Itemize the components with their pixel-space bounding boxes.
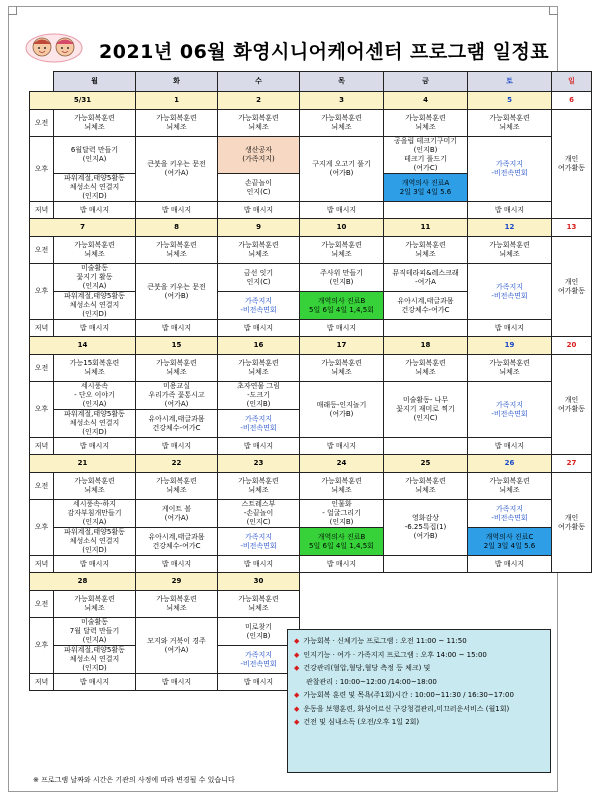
am-label: 오전 — [30, 591, 54, 618]
pm-program-cell: 파워계절,태양5활동 체성소식 연결지 (인지D) — [54, 410, 136, 438]
center-logo-icon — [25, 33, 83, 63]
date-cell: 24 — [300, 455, 384, 473]
am-program-cell: 가능회복훈련 뇌체조 — [468, 355, 552, 382]
pm-program-cell: 6월달력 만들기 (인지A) — [54, 137, 136, 174]
date-cell: 4 — [384, 92, 468, 110]
pm-row — [30, 264, 592, 292]
dinner-program-cell: 밥 매시지 — [136, 438, 218, 455]
sunday-activity-cell: 개인 여가활동 — [552, 473, 592, 573]
pm-program-cell: 유아시계,태글과몸 건강체수-여가C — [136, 410, 218, 438]
date-cell: 27 — [552, 455, 592, 473]
dinner-program-cell: 밥 매시지 — [468, 202, 552, 219]
pm-program-cell: 가족지지 -비전속면회 — [468, 137, 552, 202]
am-program-cell: 가능회복훈련 뇌체조 — [136, 237, 218, 264]
dinner-row — [30, 438, 592, 455]
am-row — [30, 237, 592, 264]
note-text: 가능회복 훈련 및 목욕(주1회)시간 : 10:00~11:30 / 16:30~17:00 — [303, 691, 514, 699]
dinner-program-cell: 밥 매시지 — [468, 556, 552, 573]
am-program-cell: 가능회복훈련 뇌체조 — [54, 591, 136, 618]
pm-program-cell: 유아시계,태글과몸 건강체수-여가C — [136, 528, 218, 556]
date-cell: 30 — [218, 573, 300, 591]
pm-row — [30, 382, 592, 410]
date-cell: 6 — [552, 92, 592, 110]
am-program-cell: 가능회복훈련 뇌체조 — [300, 110, 384, 137]
dinner-label: 저녁 — [30, 320, 54, 337]
pm-program-cell: 개역의사 진료B 5일 6일 4일 1,4,5회 — [300, 292, 384, 320]
diamond-bullet-icon: ◆ — [294, 650, 300, 659]
am-program-cell: 가능회복훈련 뇌체조 — [54, 110, 136, 137]
pm-program-cell: 가족지지 -비전속면회 — [468, 500, 552, 528]
dinner-row — [30, 202, 592, 219]
date-cell: 7 — [30, 219, 136, 237]
page-corner-mark — [8, 6, 17, 15]
note-line — [294, 716, 544, 730]
date-cell: 12 — [468, 219, 552, 237]
dinner-row — [30, 320, 592, 337]
pm-label: 오후 — [30, 382, 54, 438]
note-text: 가능회복 · 신체기능 프로그램 : 오전 11:00 ~ 11:50 — [303, 637, 467, 645]
date-cell: 5 — [468, 92, 552, 110]
date-cell: 14 — [30, 337, 136, 355]
note-line — [294, 662, 544, 676]
pm-program-cell: 스트레스부 -손끝놀이 (인지C) — [218, 500, 300, 528]
pm-program-cell: 가족지지 -비전속면회 — [218, 646, 300, 674]
date-cell: 15 — [136, 337, 218, 355]
note-line — [294, 689, 544, 703]
pm-label: 오후 — [30, 137, 54, 202]
pm-program-cell: 모지와 거북이 경주 (여가A) — [136, 618, 218, 674]
weekday-thu: 목 — [300, 72, 384, 92]
weekday-fri: 금 — [384, 72, 468, 92]
am-program-cell: 가능회복훈련 뇌체조 — [468, 237, 552, 264]
pm-program-cell: 미술활동 7월 달력 만들기 (인지A) — [54, 618, 136, 646]
pm-program-cell: 손끝놀이 인지(C) — [218, 174, 300, 202]
date-cell: 5/31 — [30, 92, 136, 110]
date-cell: 21 — [30, 455, 136, 473]
am-program-cell: 가능회복훈련 뇌체조 — [384, 355, 468, 382]
pm-program-cell: 가족지지 -비전속면회 — [218, 410, 300, 438]
dinner-program-cell: 밥 매시지 — [54, 438, 136, 455]
am-row — [30, 110, 592, 137]
am-row — [30, 473, 592, 500]
am-label: 오전 — [30, 473, 54, 500]
weekday-sun: 일 — [552, 72, 592, 92]
date-cell: 20 — [552, 337, 592, 355]
note-line — [294, 676, 544, 690]
note-line — [294, 649, 544, 663]
pm-program-cell: 가족지지 -비전속면회 — [468, 382, 552, 438]
sunday-activity-cell: 개인 여가활동 — [552, 237, 592, 337]
pm-program-cell: 매래등-인지놀기 (여가B) — [300, 382, 384, 438]
dinner-program-cell: 밥 매시지 — [136, 556, 218, 573]
am-program-cell: 가능회복훈련 뇌체조 — [384, 237, 468, 264]
date-cell: 1 — [136, 92, 218, 110]
pm-program-cell: 유아시계,태글과몸 건강체수-여가C — [384, 292, 468, 320]
am-program-cell: 가능회복훈련 뇌체조 — [136, 355, 218, 382]
pm-label: 오후 — [30, 500, 54, 556]
pm-program-cell: 세시풍속 - 단오 이야기 (인지A) — [54, 382, 136, 410]
pm-program-cell: 미술활동- 나무 꽃지기 재미로 찍기 (인지C) — [384, 382, 468, 438]
pm-program-cell: 파워계절,태양5활동 체성소식 연결지 (인지D) — [54, 174, 136, 202]
pm-program-cell: 가족지지 -비전속면회 — [218, 528, 300, 556]
am-program-cell: 가능회복훈련 뇌체조 — [54, 237, 136, 264]
pm-program-cell: 주사위 만들기 (인지B) — [300, 264, 384, 292]
dinner-program-cell: 밥 매시지 — [54, 556, 136, 573]
date-row — [30, 455, 592, 473]
notes-box — [287, 629, 551, 773]
pm-program-cell: 가족지지 -비전속면회 — [218, 292, 300, 320]
am-program-cell: 가능회복훈련 뇌체조 — [300, 237, 384, 264]
weekday-header-row — [30, 72, 592, 92]
am-program-cell: 가능회복훈련 뇌체조 — [218, 355, 300, 382]
pm-program-cell: 파워계절,태양5활동 체성소식 연결지 (인지D) — [54, 292, 136, 320]
dinner-program-cell: 밥 매시지 — [136, 320, 218, 337]
dinner-label: 저녁 — [30, 556, 54, 573]
dinner-program-cell: 밥 매시지 — [218, 438, 300, 455]
dinner-program-cell — [384, 438, 468, 455]
dinner-program-cell: 밥 매시지 — [300, 438, 384, 455]
date-cell: 13 — [552, 219, 592, 237]
diamond-bullet-icon: ◆ — [294, 637, 300, 645]
dinner-label: 저녁 — [30, 438, 54, 455]
date-cell: 17 — [300, 337, 384, 355]
date-cell: 18 — [384, 337, 468, 355]
pm-row-sub — [30, 528, 592, 556]
date-cell: 10 — [300, 219, 384, 237]
dinner-program-cell: 밥 매시지 — [300, 556, 384, 573]
pm-label: 오후 — [30, 264, 54, 320]
date-cell: 26 — [468, 455, 552, 473]
am-program-cell: 가능회복훈련 뇌체조 — [468, 473, 552, 500]
pm-program-cell: 가족지지 -비전속면회 — [468, 264, 552, 320]
diamond-bullet-icon: ◆ — [294, 691, 300, 699]
pm-program-cell: 구지게 오고기 풀기 (여가B) — [300, 137, 384, 202]
diamond-bullet-icon: ◆ — [294, 704, 300, 713]
am-row — [30, 591, 592, 618]
pm-program-cell: 미로찾기 (인지B) — [218, 618, 300, 646]
dinner-program-cell: 밥 매시지 — [218, 320, 300, 337]
pm-row — [30, 500, 592, 528]
am-program-cell: 가능회복훈련 뇌체조 — [384, 473, 468, 500]
dinner-label: 저녁 — [30, 674, 54, 691]
am-program-cell: 가능회복훈련 뇌체조 — [136, 473, 218, 500]
dinner-program-cell: 밥 매시지 — [468, 438, 552, 455]
am-label: 오전 — [30, 237, 54, 264]
am-program-cell: 가능회복훈련 뇌체조 — [54, 473, 136, 500]
am-program-cell: 가능회복훈련 뇌체조 — [218, 237, 300, 264]
date-cell: 8 — [136, 219, 218, 237]
pm-program-cell: 생산공자 (가족지지) — [218, 137, 300, 174]
date-cell: 11 — [384, 219, 468, 237]
note-line — [294, 635, 544, 649]
am-program-cell: 가능회복훈련 뇌체조 — [218, 591, 300, 618]
dinner-program-cell: 밥 매시지 — [54, 320, 136, 337]
pm-program-cell: 큰붓을 키우는 문전 (여가B) — [136, 264, 218, 320]
pm-program-cell: 미술활동 꽃지기 활동 (인지A) — [54, 264, 136, 292]
note-line — [294, 703, 544, 717]
note-text: 운동을 보행훈련, 화성어르신 구강청결관리,미끄러운서비스 (월1회) — [303, 704, 510, 713]
dinner-program-cell: 밥 매시지 — [218, 556, 300, 573]
am-label: 오전 — [30, 355, 54, 382]
note-text: 인지기능 · 여가 · 가족지지 프로그램 : 오후 14:00 ~ 15:00 — [303, 650, 487, 659]
pm-program-cell: 파워계절,태양5활동 체성소식 연결지 (인지D) — [54, 646, 136, 674]
am-program-cell: 가능15회복훈련 뇌체조 — [54, 355, 136, 382]
date-row — [30, 219, 592, 237]
sunday-activity-cell: 개인 여가활동 — [552, 110, 592, 219]
date-cell: 3 — [300, 92, 384, 110]
pm-row — [30, 137, 592, 174]
dinner-program-cell: 밥 매시지 — [218, 674, 300, 691]
date-cell: 2 — [218, 92, 300, 110]
pm-program-cell: 인물화 - 얼굴그리기 (인지B) — [300, 500, 384, 528]
pm-program-cell: 초자연물 그림 -도크기 (인지B) — [218, 382, 300, 410]
sunday-activity-cell: 개인 여가활동 — [552, 355, 592, 455]
am-program-cell: 가능회복훈련 뇌체조 — [136, 110, 218, 137]
pm-label: 오후 — [30, 618, 54, 674]
dinner-program-cell: 밥 매시지 — [136, 674, 218, 691]
am-program-cell: 가능회복훈련 뇌체조 — [468, 110, 552, 137]
pm-program-cell: 금선 잇기 인지(C) — [218, 264, 300, 292]
date-row — [30, 92, 592, 110]
diamond-bullet-icon: ◆ — [294, 718, 300, 726]
date-cell: 28 — [30, 573, 136, 591]
date-cell: 29 — [136, 573, 218, 591]
pm-program-cell: 개역의사 진료B 5일 6일 4일 1,4,5회 — [300, 528, 384, 556]
header-corner — [30, 72, 54, 92]
dinner-program-cell: 밥 매시지 — [468, 320, 552, 337]
am-program-cell: 가능회복훈련 뇌체조 — [384, 110, 468, 137]
document-page — [8, 6, 586, 792]
dinner-program-cell — [384, 202, 468, 219]
am-program-cell: 가능회복훈련 뇌체조 — [300, 473, 384, 500]
dinner-program-cell: 밥 매시지 — [136, 202, 218, 219]
pm-program-cell: 공을립 테크기구미기 (인지B) 테크기 풀드기 (여가C) — [384, 137, 468, 174]
date-cell: 16 — [218, 337, 300, 355]
date-cell: 19 — [468, 337, 552, 355]
pm-program-cell: 세시풍속-하지 감자부침개만들기 (인지A) — [54, 500, 136, 528]
am-label: 오전 — [30, 110, 54, 137]
am-program-cell: 가능회복훈련 뇌체조 — [218, 473, 300, 500]
am-program-cell: 가능회복훈련 뇌체조 — [218, 110, 300, 137]
pm-program-cell: 미용교실 우리가족 꽃통시고 (여가A) — [136, 382, 218, 410]
pm-program-cell: 개역의사 진료C 2일 3일 4일 5.6 — [468, 528, 552, 556]
pm-program-cell: 게이트 볼 (여가A) — [136, 500, 218, 528]
note-text: 건강관리(혈압,혈당,혈당 측정 등 체크) 및 — [303, 664, 431, 672]
weekday-mon: 월 — [54, 72, 136, 92]
weekday-tue: 화 — [136, 72, 218, 92]
dinner-program-cell — [384, 556, 468, 573]
diamond-bullet-icon: ◆ — [294, 664, 300, 672]
dinner-label: 저녁 — [30, 202, 54, 219]
title-bar — [19, 25, 550, 67]
note-text: 건전 및 심내소독 (오전/오후 1일 2회) — [303, 718, 420, 726]
date-row — [30, 337, 592, 355]
weekday-sat: 토 — [468, 72, 552, 92]
date-cell: 22 — [136, 455, 218, 473]
date-row — [30, 573, 592, 591]
note-text: 관찰관리 : 10:00~12:00 /14:00~18:00 — [306, 677, 437, 686]
am-row — [30, 355, 592, 382]
dinner-program-cell: 밥 매시지 — [300, 202, 384, 219]
pm-program-cell: 큰붓을 키우는 문전 (여가A) — [136, 137, 218, 202]
page-corner-mark — [549, 6, 558, 15]
dinner-program-cell: 밥 매시지 — [54, 202, 136, 219]
dinner-program-cell: 밥 매시지 — [218, 202, 300, 219]
dinner-program-cell — [384, 320, 468, 337]
schedule-table — [29, 71, 592, 691]
pm-program-cell: 영화감상 -6.25특집(1) (여가B) — [384, 500, 468, 556]
dinner-program-cell: 밥 매시지 — [54, 674, 136, 691]
am-program-cell: 가능회복훈련 뇌체조 — [136, 591, 218, 618]
date-cell: 23 — [218, 455, 300, 473]
dinner-row — [30, 556, 592, 573]
date-cell: 25 — [384, 455, 468, 473]
am-program-cell: 가능회복훈련 뇌체조 — [300, 355, 384, 382]
pm-program-cell: 뮤직테라피&레스크래 -여가A — [384, 264, 468, 292]
page-title: 2021년 06월 화영시니어케어센터 프로그램 일정표 — [99, 41, 550, 63]
weekday-wed: 수 — [218, 72, 300, 92]
pm-program-cell: 파워계절,태양5활동 체성소식 연결지 (인지D) — [54, 528, 136, 556]
dinner-program-cell: 밥 매시지 — [300, 320, 384, 337]
pm-program-cell: 개역의사 진료A 2일 3일 4일 5.6 — [384, 174, 468, 202]
footer-note: ※ 프로그램 날짜와 시간은 기관의 사정에 따라 변경될 수 있습니다 — [33, 776, 235, 784]
date-cell: 9 — [218, 219, 300, 237]
